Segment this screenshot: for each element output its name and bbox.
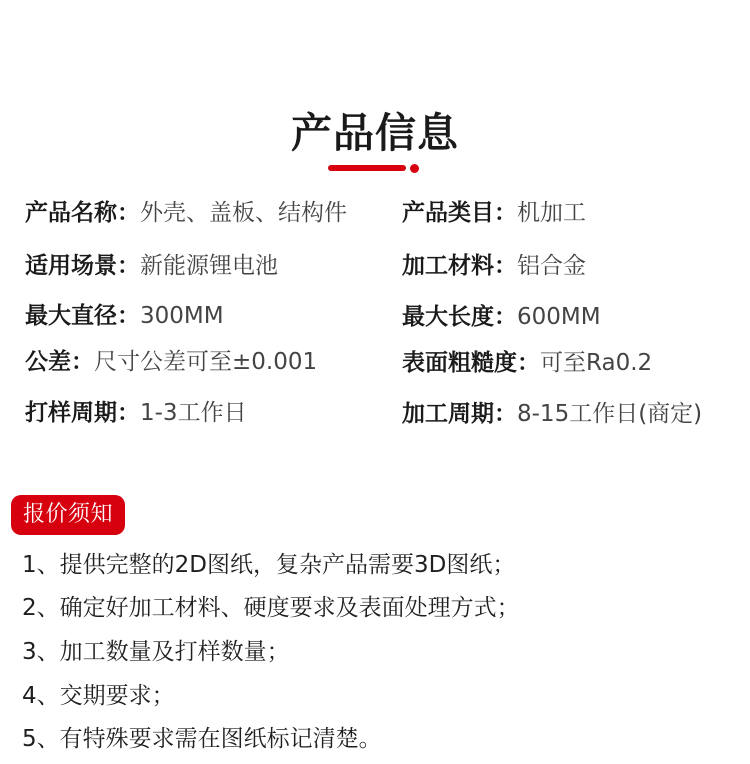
spec-surface-roughness [402,348,652,378]
spec-max-diameter [25,301,224,331]
spec-label: 产品名称： [25,200,140,226]
notice-badge: 报价须知 [11,495,125,535]
spec-application [25,251,278,281]
spec-value: 机加工 [517,200,586,226]
spec-value: 尺寸公差可至±0.001 [94,349,318,375]
spec-processing-cycle [402,399,702,429]
spec-label: 适用场景： [25,253,140,279]
spec-tolerance [25,347,317,377]
page-title: 产品信息 [291,109,459,157]
spec-label: 打样周期： [25,400,140,426]
spec-value: 8-15工作日(商定) [517,401,703,427]
spec-label: 公差： [25,349,94,375]
notice-item: 2、确定好加工材料、硬度要求及表面处理方式； [22,595,520,621]
spec-sampling-cycle [25,398,247,428]
spec-label: 加工材料： [402,253,517,279]
spec-label: 加工周期： [402,401,517,427]
notice-item: 4、交期要求； [22,683,175,709]
spec-label: 表面粗糙度： [402,350,540,376]
spec-value: 1-3工作日 [140,400,247,426]
spec-value: 外壳、盖板、结构件 [140,200,347,226]
spec-label: 最大长度： [402,304,517,330]
spec-max-length [402,302,601,332]
spec-value: 新能源锂电池 [140,253,278,279]
spec-label: 最大直径： [25,303,140,329]
notice-item: 1、提供完整的2D图纸，复杂产品需要3D图纸； [22,552,516,578]
spec-value: 可至Ra0.2 [540,350,653,376]
spec-material [402,251,586,281]
title-underline-dot [410,164,419,173]
spec-value: 600MM [517,304,601,330]
title-underline [328,165,406,171]
spec-value: 300MM [140,303,224,329]
notice-item: 3、加工数量及打样数量； [22,639,290,665]
spec-product-category [402,198,586,228]
spec-label: 产品类目： [402,200,517,226]
spec-value: 铝合金 [517,253,586,279]
spec-product-name [25,198,347,228]
notice-item: 5、有特殊要求需在图纸标记清楚。 [22,726,382,752]
